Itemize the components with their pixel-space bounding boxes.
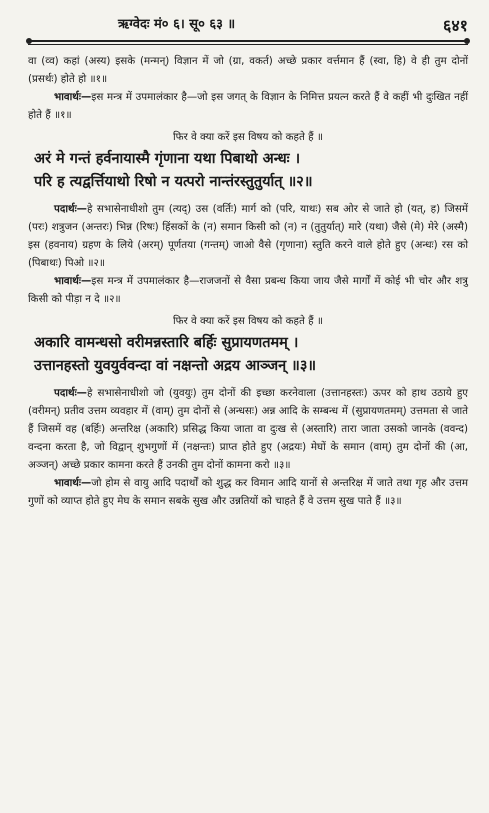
- section-label: भावार्थः—: [54, 91, 92, 103]
- section-label: भावार्थः—: [54, 275, 92, 287]
- page-number: ६४१: [443, 16, 468, 35]
- rule-dot-left: [26, 38, 32, 44]
- mantra-2-line2: परि ह त्यद्वर्त्तियाथो रिषो न यत्परो नान्तंरस्तुतुर्यात् ॥२॥: [34, 174, 313, 190]
- page-header: [28, 14, 468, 38]
- paragraph-text: हे सभासेनाधीशो जो (युवयुः) तुम दोनों की इच्छा करनेवाला (उत्तानहस्तः) ऊपर को हाथ उठाये हुए (वरीमन्) प्रतीव उत्तम व्यवहार में (वाम्) तुम दोनों से (अन्धसः) अन्न आदि के सम्बन्ध में (सुप्रायणतमम्) उत्तमता से जाते हैं जिसमें वह (बर्हिः) अन्तरिक्ष (अकारि) प्रसिद्ध किया जाता वा दुःख से (अस्तारि) तारा जाता उसको जानके (ववन्द) वन्दना करता है, जो विद्वान् शुभगुणों में (नक्षन्तः) प्राप्त होते हुए (अद्रयः) मेघों के समान (वाम्) तुम दोनों की (आ, अञ्जन्) अच्छे प्रकार कामना करते हैं उनकी तुम दोनों कामना करो ॥३॥: [28, 387, 468, 471]
- mantra-3-line1: अकारि वामन्धसो वरीमन्नस्तारि बर्हिः सुप्रायणतमम् ।: [34, 335, 299, 351]
- bhavarth-3: [28, 474, 468, 510]
- header-rule: [28, 40, 468, 45]
- paragraph-text: जो होम से वायु आदि पदार्थों को शुद्ध कर विमान आदि यानों से अन्तरिक्ष में जाते तथा गृह और उत्तम गुणों को व्याप्त होते हुए मेघ के समान सबके सुख और उन्नतियों को चाहते हैं वे उत्तम सुख पाते हैं ॥३॥: [28, 477, 468, 507]
- page-body: [28, 52, 468, 510]
- section-label: पदार्थः—: [54, 387, 87, 399]
- bhavarth-2: [28, 272, 468, 308]
- padarth-2: [28, 200, 468, 272]
- paragraph-text: हे सभासेनाधीशो तुम (त्यद्) उस (वर्तिः) मार्ग को (परि, याथः) सब ओर से जाते हो (यत्, ह) जिसमें (परः) शत्रुजन (अन्तरः) भिन्न (रिषः) हिंसकों के (न) समान किसी को (न) न (तुतुर्यात्) मारे (यथा) जैसे (मे) मेरे (अस्मै) इस (हवनाय) ग्रहण के लिये (अरम्) पूर्णतया (गन्तम्) जाओ वैसे (गृणाना) स्तुति करने वाले होते हुए (अन्धः) रस को (पिबाथः) पिओ ॥२॥: [28, 203, 468, 269]
- paragraph-text: इस मन्त्र में उपमालंकार है—राजजनों से वैसा प्रबन्ध किया जाय जैसे मार्गों में कोई भी चोर और शत्रु किसी को पीड़ा न दे ॥२॥: [28, 275, 468, 305]
- para-continuation: [28, 52, 468, 88]
- intro-1: फिर वे क्या करें इस विषय को कहते हैं ॥: [172, 131, 324, 143]
- section-label: पदार्थः—: [54, 203, 87, 215]
- mantra-3-line2: उत्तानहस्तो युवयुर्ववन्दा वां नक्षन्तो अद्रय आञ्जन् ॥३॥: [34, 358, 317, 374]
- section-label: भावार्थः—: [54, 477, 92, 489]
- mantra-2-line1: अरं मे गन्तं हर्वनायास्मै गृंणाना यथा पिबाथो अन्धः ।: [34, 151, 301, 167]
- intro-2: फिर वे क्या करें इस विषय को कहते हैं ॥: [172, 315, 324, 327]
- padarth-3: [28, 384, 468, 474]
- paragraph-text: वा (व्व) कहां (अस्य) इसके (मन्मन्) विज्ञान में जो (ग्रा, वकर्त) अच्छे प्रकार वर्त्तमान हैं (स्वा, हि) वे ही तुम दोनों (प्रसर्थः) होते हो ॥१॥: [28, 55, 468, 85]
- rule-dot-right: [464, 38, 470, 44]
- running-title: ऋग्वेदः मं० ६। सू० ६३ ॥: [118, 17, 236, 32]
- bhavarth-1: [28, 88, 468, 124]
- paragraph-text: इस मन्त्र में उपमालंकार है—जो इस जगत् के विज्ञान के निमित्त प्रयत्न करते हैं वे कहीं भी दुःखित नहीं होते हैं ॥१॥: [28, 91, 468, 121]
